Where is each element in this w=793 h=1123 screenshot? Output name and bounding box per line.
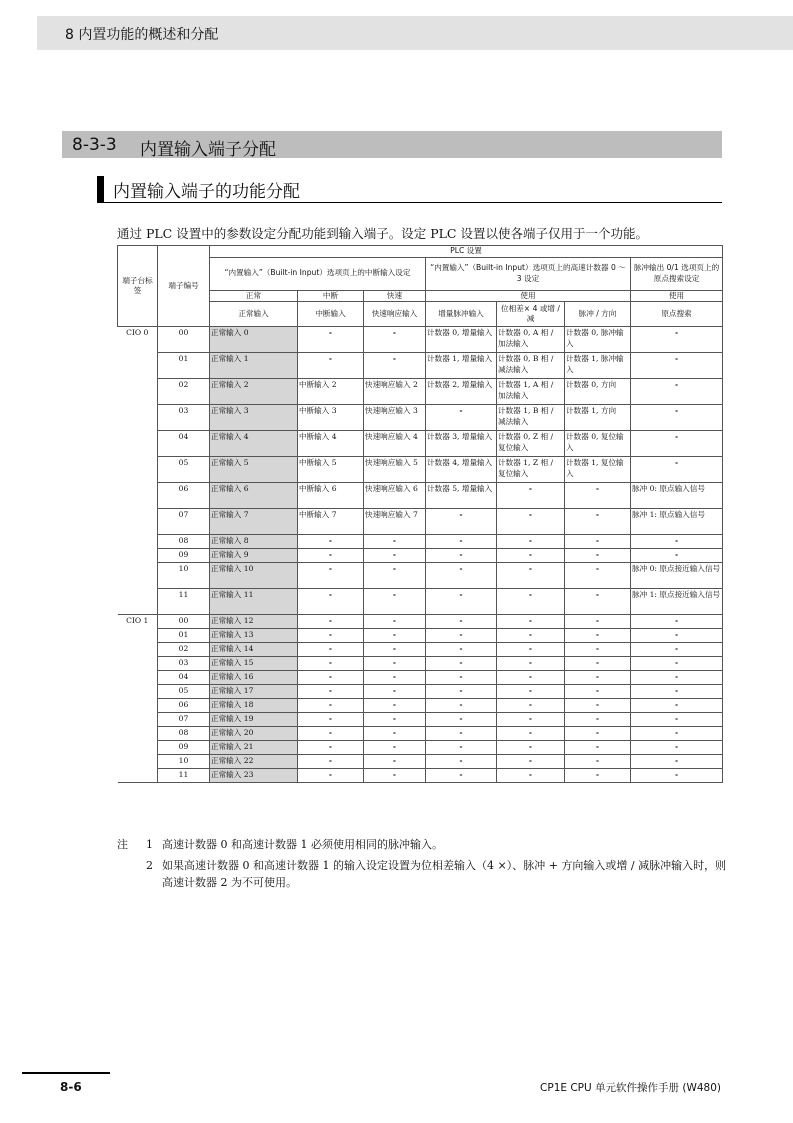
- terminal-number: 05: [158, 685, 210, 699]
- cell-quick-input: -: [364, 727, 426, 741]
- table-row: [118, 643, 723, 657]
- table-row: [118, 483, 723, 509]
- cell-pulse-dir: -: [565, 713, 631, 727]
- cell-origin-search: -: [631, 671, 723, 685]
- cell-quick-input: -: [364, 741, 426, 755]
- cell-phase-diff: -: [497, 699, 565, 713]
- cell-phase-diff: -: [497, 671, 565, 685]
- cell-origin-search: -: [631, 353, 723, 379]
- terminal-number: 04: [158, 431, 210, 457]
- cell-phase-diff: 计数器 1, A 相 / 加法输入: [497, 379, 565, 405]
- cell-pulse-dir: -: [565, 509, 631, 535]
- cell-pulse-dir: -: [565, 657, 631, 671]
- cell-origin-search: -: [631, 699, 723, 713]
- table-row: [118, 629, 723, 643]
- cell-pulse-dir: -: [565, 483, 631, 509]
- cell-origin-search: -: [631, 327, 723, 353]
- terminal-number: 06: [158, 483, 210, 509]
- cell-inc-pulse: -: [426, 643, 497, 657]
- header-interrupt-settings: “内置输入”（Built-in Input）选项页上的中断输入设定: [210, 257, 426, 290]
- table-row: [118, 589, 723, 615]
- section-title: 内置输入端子分配: [140, 140, 276, 160]
- terminal-number: 10: [158, 563, 210, 589]
- cell-pulse-dir: -: [565, 727, 631, 741]
- table-row: [118, 535, 723, 549]
- cell-inc-pulse: -: [426, 549, 497, 563]
- cell-pulse-dir: -: [565, 769, 631, 783]
- cell-normal-input: 正常输入 9: [210, 549, 298, 563]
- cell-origin-search: -: [631, 457, 723, 483]
- cell-quick-input: -: [364, 563, 426, 589]
- cell-pulse-dir: -: [565, 643, 631, 657]
- cell-inc-pulse: 计数器 4, 增量输入: [426, 457, 497, 483]
- cell-origin-search: -: [631, 727, 723, 741]
- chapter-title: 8 内置功能的概述和分配: [65, 27, 219, 43]
- cell-interrupt-input: -: [298, 643, 364, 657]
- table-row: [118, 563, 723, 589]
- cell-inc-pulse: 计数器 1, 增量输入: [426, 353, 497, 379]
- header-use-origin: 使用: [631, 290, 723, 302]
- cell-quick-input: -: [364, 589, 426, 615]
- terminal-number: 08: [158, 727, 210, 741]
- table-row: [118, 713, 723, 727]
- notes: [117, 836, 727, 895]
- cell-interrupt-input: -: [298, 563, 364, 589]
- cell-origin-search: 脉冲 0: 原点输入信号: [631, 483, 723, 509]
- terminal-number: 02: [158, 643, 210, 657]
- cell-inc-pulse: -: [426, 509, 497, 535]
- table-row: [118, 379, 723, 405]
- terminal-number: 09: [158, 741, 210, 755]
- cell-interrupt-input: -: [298, 535, 364, 549]
- col-inc-pulse: 增量脉冲输入: [426, 302, 497, 327]
- section-header: [62, 131, 722, 158]
- header-interrupt: 中断: [298, 290, 364, 302]
- header-counter-settings: “内置输入”（Built-in Input）选项页上的高速计数器 0 ～ 3 设定: [426, 257, 631, 290]
- cell-quick-input: -: [364, 769, 426, 783]
- cell-pulse-dir: -: [565, 741, 631, 755]
- footer-rule: [22, 1072, 110, 1074]
- table-row: [118, 327, 723, 353]
- cell-origin-search: -: [631, 741, 723, 755]
- cell-origin-search: -: [631, 549, 723, 563]
- terminal-block-label: CIO 1: [118, 615, 158, 783]
- cell-quick-input: -: [364, 671, 426, 685]
- terminal-number: 07: [158, 509, 210, 535]
- cell-origin-search: -: [631, 685, 723, 699]
- cell-phase-diff: -: [497, 483, 565, 509]
- table-row: [118, 727, 723, 741]
- cell-origin-search: -: [631, 657, 723, 671]
- cell-pulse-dir: -: [565, 563, 631, 589]
- terminal-number: 01: [158, 353, 210, 379]
- cell-pulse-dir: -: [565, 699, 631, 713]
- cell-inc-pulse: -: [426, 629, 497, 643]
- cell-quick-input: -: [364, 353, 426, 379]
- header-terminal-block: 端子台标签: [118, 246, 158, 327]
- cell-normal-input: 正常输入 6: [210, 483, 298, 509]
- table-row: [118, 755, 723, 769]
- cell-origin-search: -: [631, 379, 723, 405]
- cell-pulse-dir: -: [565, 685, 631, 699]
- cell-interrupt-input: -: [298, 353, 364, 379]
- cell-inc-pulse: -: [426, 615, 497, 629]
- cell-inc-pulse: -: [426, 685, 497, 699]
- header-use: 使用: [426, 290, 631, 302]
- col-pulse-dir: 脉冲 / 方向: [565, 302, 631, 327]
- cell-phase-diff: -: [497, 755, 565, 769]
- cell-inc-pulse: 计数器 3, 增量输入: [426, 431, 497, 457]
- cell-normal-input: 正常输入 10: [210, 563, 298, 589]
- terminal-number: 00: [158, 327, 210, 353]
- cell-normal-input: 正常输入 22: [210, 755, 298, 769]
- cell-phase-diff: -: [497, 643, 565, 657]
- col-origin-search: 原点搜索: [631, 302, 723, 327]
- table-row: [118, 615, 723, 629]
- cell-origin-search: -: [631, 615, 723, 629]
- cell-pulse-dir: 计数器 0, 方向: [565, 379, 631, 405]
- terminal-number: 03: [158, 405, 210, 431]
- cell-inc-pulse: -: [426, 769, 497, 783]
- header-origin-settings: 脉冲输出 0/1 选项页上的原点搜索设定: [631, 257, 723, 290]
- cell-interrupt-input: -: [298, 657, 364, 671]
- cell-normal-input: 正常输入 23: [210, 769, 298, 783]
- cell-phase-diff: -: [497, 727, 565, 741]
- note-item: [117, 857, 727, 892]
- cell-interrupt-input: -: [298, 685, 364, 699]
- cell-normal-input: 正常输入 0: [210, 327, 298, 353]
- cell-quick-input: -: [364, 713, 426, 727]
- cell-origin-search: -: [631, 535, 723, 549]
- cell-phase-diff: -: [497, 563, 565, 589]
- cell-phase-diff: -: [497, 615, 565, 629]
- cell-inc-pulse: 计数器 0, 增量输入: [426, 327, 497, 353]
- table-row: [118, 457, 723, 483]
- cell-origin-search: 脉冲 1: 原点接近输入信号: [631, 589, 723, 615]
- cell-origin-search: -: [631, 713, 723, 727]
- terminal-block-label: CIO 0: [118, 327, 158, 615]
- cell-normal-input: 正常输入 15: [210, 657, 298, 671]
- terminal-number: 08: [158, 535, 210, 549]
- cell-interrupt-input: 中断输入 5: [298, 457, 364, 483]
- cell-pulse-dir: -: [565, 671, 631, 685]
- terminal-number: 06: [158, 699, 210, 713]
- subsection-header: [97, 174, 722, 203]
- cell-quick-input: 快速响应输入 7: [364, 509, 426, 535]
- cell-pulse-dir: 计数器 1, 方向: [565, 405, 631, 431]
- cell-phase-diff: 计数器 0, B 相 / 减法输入: [497, 353, 565, 379]
- cell-pulse-dir: -: [565, 549, 631, 563]
- cell-origin-search: -: [631, 629, 723, 643]
- chapter-header: [37, 16, 793, 50]
- cell-origin-search: 脉冲 0: 原点接近输入信号: [631, 563, 723, 589]
- table-row: [118, 431, 723, 457]
- note-text: 高速计数器 0 和高速计数器 1 必须使用相同的脉冲输入。: [162, 838, 443, 851]
- subsection-title: 内置输入端子的功能分配: [113, 182, 300, 202]
- cell-normal-input: 正常输入 5: [210, 457, 298, 483]
- cell-pulse-dir: 计数器 0, 复位输入: [565, 431, 631, 457]
- cell-phase-diff: -: [497, 509, 565, 535]
- section-number: 8-3-3: [72, 135, 117, 155]
- cell-inc-pulse: -: [426, 589, 497, 615]
- cell-pulse-dir: 计数器 1, 复位输入: [565, 457, 631, 483]
- table-row: [118, 699, 723, 713]
- cell-quick-input: 快速响应输入 5: [364, 457, 426, 483]
- cell-inc-pulse: -: [426, 405, 497, 431]
- cell-quick-input: 快速响应输入 4: [364, 431, 426, 457]
- cell-interrupt-input: -: [298, 713, 364, 727]
- cell-origin-search: -: [631, 405, 723, 431]
- cell-interrupt-input: -: [298, 741, 364, 755]
- cell-normal-input: 正常输入 16: [210, 671, 298, 685]
- cell-inc-pulse: -: [426, 535, 497, 549]
- cell-interrupt-input: -: [298, 327, 364, 353]
- cell-phase-diff: -: [497, 589, 565, 615]
- cell-normal-input: 正常输入 20: [210, 727, 298, 741]
- cell-inc-pulse: -: [426, 563, 497, 589]
- cell-normal-input: 正常输入 2: [210, 379, 298, 405]
- cell-normal-input: 正常输入 12: [210, 615, 298, 629]
- cell-interrupt-input: -: [298, 549, 364, 563]
- cell-normal-input: 正常输入 17: [210, 685, 298, 699]
- cell-inc-pulse: -: [426, 755, 497, 769]
- cell-interrupt-input: 中断输入 3: [298, 405, 364, 431]
- cell-normal-input: 正常输入 4: [210, 431, 298, 457]
- cell-quick-input: -: [364, 549, 426, 563]
- table-row: [118, 769, 723, 783]
- cell-quick-input: 快速响应输入 6: [364, 483, 426, 509]
- intro-paragraph: 通过 PLC 设置中的参数设定分配功能到输入端子。设定 PLC 设置以使各端子仅用于一个功能。: [117, 226, 648, 241]
- terminal-number: 10: [158, 755, 210, 769]
- cell-quick-input: 快速响应输入 2: [364, 379, 426, 405]
- cell-normal-input: 正常输入 8: [210, 535, 298, 549]
- cell-interrupt-input: 中断输入 4: [298, 431, 364, 457]
- header-plc-settings: PLC 设置: [210, 246, 723, 258]
- col-normal-input: 正常输入: [210, 302, 298, 327]
- cell-interrupt-input: -: [298, 629, 364, 643]
- note-number: 2: [146, 858, 153, 872]
- cell-phase-diff: -: [497, 535, 565, 549]
- cell-pulse-dir: -: [565, 535, 631, 549]
- cell-quick-input: -: [364, 615, 426, 629]
- table-row: [118, 685, 723, 699]
- table-row: [118, 671, 723, 685]
- cell-quick-input: -: [364, 327, 426, 353]
- table-row: [118, 405, 723, 431]
- table-row: [118, 657, 723, 671]
- header-terminal-no: 端子编号: [158, 246, 210, 327]
- cell-phase-diff: 计数器 0, A 相 / 加法输入: [497, 327, 565, 353]
- cell-inc-pulse: -: [426, 671, 497, 685]
- cell-pulse-dir: 计数器 1, 脉冲输入: [565, 353, 631, 379]
- cell-phase-diff: -: [497, 685, 565, 699]
- cell-pulse-dir: -: [565, 615, 631, 629]
- cell-quick-input: 快速响应输入 3: [364, 405, 426, 431]
- cell-phase-diff: 计数器 1, B 相 / 减法输入: [497, 405, 565, 431]
- cell-origin-search: -: [631, 755, 723, 769]
- cell-interrupt-input: -: [298, 589, 364, 615]
- terminal-number: 11: [158, 769, 210, 783]
- cell-phase-diff: -: [497, 629, 565, 643]
- cell-interrupt-input: -: [298, 699, 364, 713]
- terminal-number: 03: [158, 657, 210, 671]
- terminal-number: 11: [158, 589, 210, 615]
- cell-interrupt-input: 中断输入 6: [298, 483, 364, 509]
- cell-pulse-dir: 计数器 0, 脉冲输入: [565, 327, 631, 353]
- cell-phase-diff: -: [497, 549, 565, 563]
- terminal-number: 00: [158, 615, 210, 629]
- cell-normal-input: 正常输入 13: [210, 629, 298, 643]
- cell-origin-search: 脉冲 1: 原点输入信号: [631, 509, 723, 535]
- cell-normal-input: 正常输入 18: [210, 699, 298, 713]
- table-row: [118, 741, 723, 755]
- cell-inc-pulse: 计数器 5, 增量输入: [426, 483, 497, 509]
- cell-quick-input: -: [364, 535, 426, 549]
- cell-origin-search: -: [631, 431, 723, 457]
- cell-inc-pulse: -: [426, 727, 497, 741]
- col-interrupt-input: 中断输入: [298, 302, 364, 327]
- note-number: 1: [146, 838, 153, 851]
- cell-inc-pulse: -: [426, 699, 497, 713]
- cell-inc-pulse: -: [426, 657, 497, 671]
- note-text: 如果高速计数器 0 和高速计数器 1 的输入设定设置为位相差输入（4 ×）、脉冲 + 方向输入或增 / 减脉冲输入时，则高速计数器 2 为不可使用。: [162, 858, 727, 890]
- cell-normal-input: 正常输入 21: [210, 741, 298, 755]
- cell-phase-diff: 计数器 1, Z 相 / 复位输入: [497, 457, 565, 483]
- cell-quick-input: -: [364, 699, 426, 713]
- cell-normal-input: 正常输入 19: [210, 713, 298, 727]
- cell-interrupt-input: 中断输入 2: [298, 379, 364, 405]
- cell-interrupt-input: -: [298, 727, 364, 741]
- table-row: [118, 509, 723, 535]
- cell-pulse-dir: -: [565, 629, 631, 643]
- cell-quick-input: -: [364, 643, 426, 657]
- terminal-number: 07: [158, 713, 210, 727]
- cell-pulse-dir: -: [565, 589, 631, 615]
- terminal-number: 09: [158, 549, 210, 563]
- terminal-number: 05: [158, 457, 210, 483]
- table-row: [118, 353, 723, 379]
- cell-normal-input: 正常输入 1: [210, 353, 298, 379]
- header-normal: 正常: [210, 290, 298, 302]
- cell-phase-diff: -: [497, 713, 565, 727]
- cell-origin-search: -: [631, 643, 723, 657]
- note-item: [117, 836, 727, 854]
- terminal-number: 04: [158, 671, 210, 685]
- cell-quick-input: -: [364, 657, 426, 671]
- cell-normal-input: 正常输入 7: [210, 509, 298, 535]
- cell-interrupt-input: -: [298, 615, 364, 629]
- cell-inc-pulse: -: [426, 741, 497, 755]
- col-quick-input: 快速响应输入: [364, 302, 426, 327]
- cell-quick-input: -: [364, 755, 426, 769]
- cell-phase-diff: -: [497, 657, 565, 671]
- cell-phase-diff: -: [497, 769, 565, 783]
- cell-phase-diff: 计数器 0, Z 相 / 复位输入: [497, 431, 565, 457]
- input-assignment-table: [117, 245, 723, 783]
- cell-interrupt-input: -: [298, 755, 364, 769]
- cell-normal-input: 正常输入 14: [210, 643, 298, 657]
- terminal-number: 01: [158, 629, 210, 643]
- cell-origin-search: -: [631, 769, 723, 783]
- table-row: [118, 549, 723, 563]
- cell-interrupt-input: -: [298, 769, 364, 783]
- cell-normal-input: 正常输入 3: [210, 405, 298, 431]
- cell-normal-input: 正常输入 11: [210, 589, 298, 615]
- terminal-number: 02: [158, 379, 210, 405]
- cell-interrupt-input: 中断输入 7: [298, 509, 364, 535]
- note-lead: 注: [117, 838, 128, 851]
- cell-phase-diff: -: [497, 741, 565, 755]
- cell-inc-pulse: 计数器 2, 增量输入: [426, 379, 497, 405]
- cell-quick-input: -: [364, 629, 426, 643]
- col-phase-diff: 位相差× 4 或增 / 减: [497, 302, 565, 327]
- cell-inc-pulse: -: [426, 713, 497, 727]
- manual-title: CP1E CPU 单元软件操作手册 (W480): [540, 1082, 721, 1094]
- cell-pulse-dir: -: [565, 755, 631, 769]
- cell-quick-input: -: [364, 685, 426, 699]
- subsection-marker: [97, 176, 104, 202]
- cell-interrupt-input: -: [298, 671, 364, 685]
- header-quick: 快速: [364, 290, 426, 302]
- page-number: 8-6: [60, 1080, 82, 1094]
